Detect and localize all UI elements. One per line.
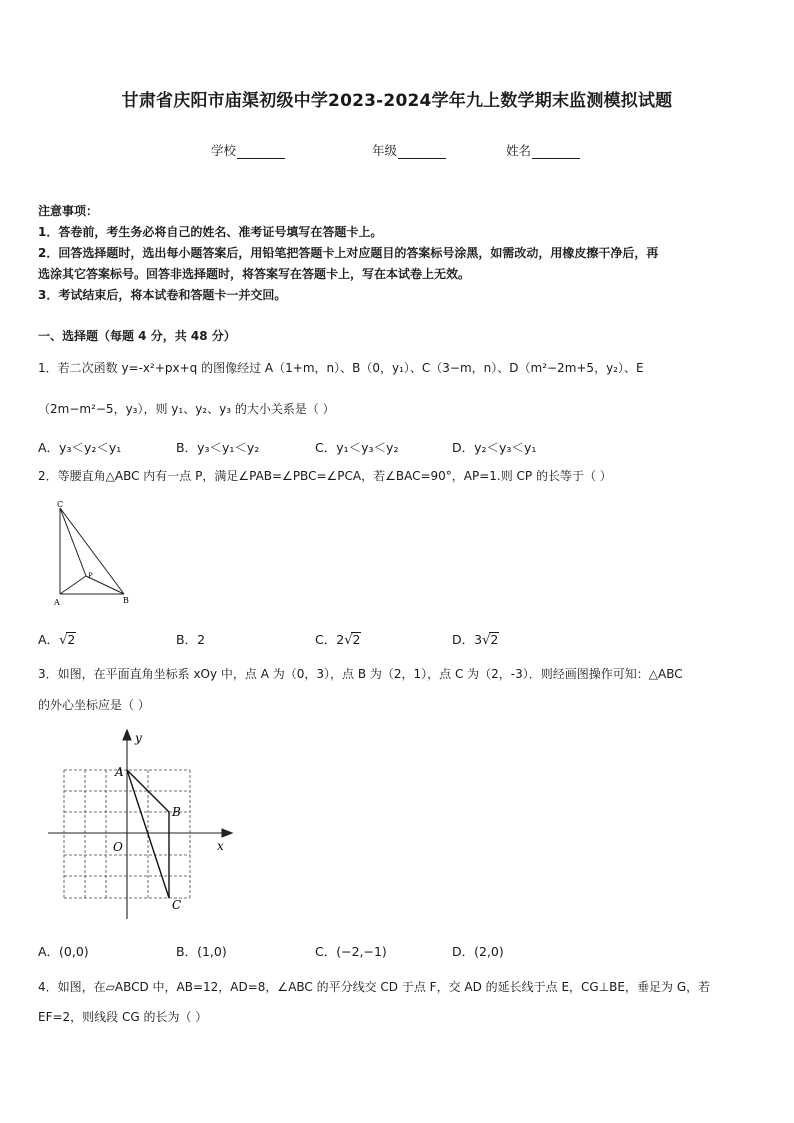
q1-option-a[interactable]: A．y₃＜y₂＜y₁	[38, 440, 122, 455]
notice-item: 3．考试结束后，将本试卷和答题卡一并交回。	[38, 288, 287, 302]
q3-option-d[interactable]: D．(2,0)	[452, 944, 504, 959]
side-cb	[60, 508, 124, 594]
name-label: 姓名	[506, 143, 532, 158]
x-axis-arrow	[222, 829, 232, 837]
question-3-line-2: 的外心坐标应是（ ）	[38, 698, 150, 712]
label-p: P	[88, 572, 93, 580]
segment-ac	[127, 770, 169, 898]
notice-item: 2．回答选择题时，选出每小题答案后，用铅笔把答题卡上对应题目的答案标号涂黑，如需改动，用橡皮擦干净后，再	[38, 246, 659, 260]
school-field	[211, 141, 285, 159]
page-title: 甘肃省庆阳市庙渠初级中学2023-2024学年九上数学期末监测模拟试题	[121, 91, 673, 111]
question-2: 2．等腰直角△ABC 内有一点 P，满足∠PAB=∠PBC=∠PCA，若∠BAC=90°，AP=1.则 CP 的长等于（ ）	[38, 469, 612, 483]
segment-cp	[60, 508, 86, 576]
point-c-label: C	[172, 898, 182, 912]
point-b-label: B	[172, 805, 181, 819]
radicand: 2	[352, 632, 361, 647]
axis-label-x: x	[217, 839, 224, 853]
question-3-line-1: 3．如图，在平面直角坐标系 xOy 中，点 A 为（0，3），点 B 为（2，1），点 C 为（2，-3）．则经画图操作可知：△ABC	[38, 667, 683, 681]
q2-option-a[interactable]: A．√2	[38, 632, 76, 648]
y-axis-arrow	[123, 730, 131, 740]
label-b: B	[123, 596, 129, 605]
name-field	[506, 141, 580, 159]
q3-option-a[interactable]: A．(0,0)	[38, 944, 89, 959]
label-a: A	[54, 598, 60, 607]
segment-ap	[60, 576, 86, 594]
q3-option-b[interactable]: B．(1,0)	[176, 944, 227, 959]
label-c: C	[57, 500, 64, 509]
notice-heading: 注意事项：	[38, 204, 99, 218]
q2-option-d[interactable]: D．3√2	[452, 632, 499, 648]
school-blank[interactable]	[237, 146, 285, 159]
point-a-label: A	[115, 765, 124, 779]
school-label: 学校	[211, 143, 237, 158]
q3-option-c[interactable]: C．(−2,−1)	[315, 944, 387, 959]
q1-option-d[interactable]: D．y₂＜y₃＜y₁	[452, 440, 537, 455]
section-heading: 一、选择题（每题 4 分，共 48 分）	[38, 329, 236, 343]
axis-label-y: y	[135, 731, 142, 745]
grade-label: 年级	[372, 143, 398, 158]
triangle-figure	[50, 498, 140, 610]
grade-field	[372, 141, 446, 159]
notice-item: 1．答卷前，考生务必将自己的姓名、准考证号填写在答题卡上。	[38, 225, 383, 239]
q1-option-c[interactable]: C．y₁＜y₃＜y₂	[315, 440, 399, 455]
radicand: 2	[67, 632, 76, 647]
radicand: 2	[490, 632, 499, 647]
question-4-line-1: 4．如图，在▱ABCD 中，AB=12，AD=8，∠ABC 的平分线交 CD 于点 F，交 AD 的延长线于点 E，CG⊥BE，垂足为 G，若	[38, 980, 711, 994]
coordinate-figure	[30, 725, 245, 925]
name-blank[interactable]	[532, 146, 580, 159]
question-4-line-2: EF=2，则线段 CG 的长为（ ）	[38, 1010, 208, 1024]
grade-blank[interactable]	[398, 146, 446, 159]
q1-option-b[interactable]: B．y₃＜y₁＜y₂	[176, 440, 260, 455]
notice-item: 选涂其它答案标号。回答非选择题时，将答案写在答题卡上，写在本试卷上无效。	[38, 267, 471, 281]
question-1-line-2: （2m−m²−5，y₃），则 y₁、y₂、y₃ 的大小关系是（ ）	[38, 402, 335, 416]
question-1-line-1: 1．若二次函数 y=-x²+px+q 的图像经过 A（1+m，n）、B（0，y₁）、C（3−m，n）、D（m²−2m+5，y₂）、E	[38, 361, 644, 375]
origin-label: O	[113, 840, 123, 854]
q2-option-b[interactable]: B．2	[176, 632, 206, 647]
q2-option-c[interactable]: C．2√2	[315, 632, 361, 648]
